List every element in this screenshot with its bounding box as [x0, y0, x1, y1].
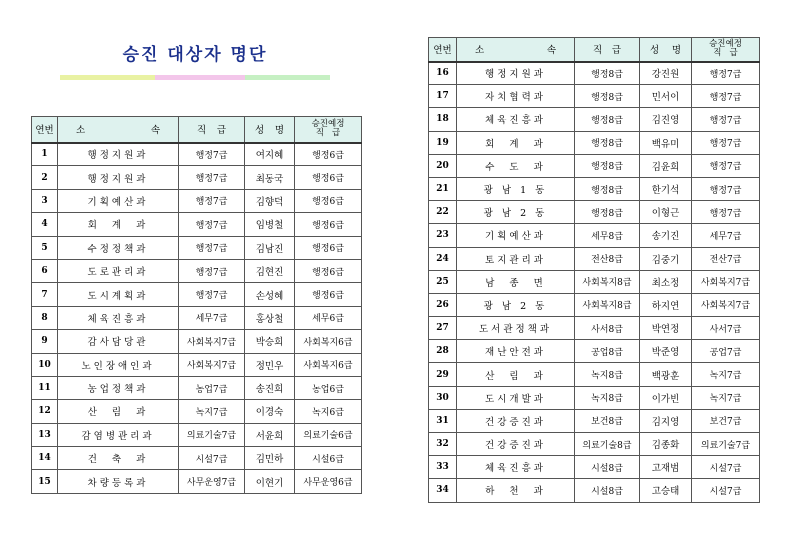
header-name: 성 명 — [640, 38, 692, 62]
target-grade: 의료기술7급 — [692, 433, 760, 456]
employee-name: 김현진 — [245, 259, 295, 282]
current-grade: 행정7급 — [179, 189, 245, 212]
title-underline-green — [245, 75, 330, 80]
title-underline-yellow — [60, 75, 155, 80]
table-row — [429, 62, 760, 85]
header-target-grade: 승진예정 직 급 — [295, 117, 362, 143]
current-grade: 시설8급 — [575, 479, 640, 502]
employee-name: 민서이 — [640, 85, 692, 108]
employee-name: 박준영 — [640, 340, 692, 363]
current-grade: 행정7급 — [179, 143, 245, 166]
department: 산 림 과 — [457, 363, 575, 386]
row-number: 23 — [429, 224, 457, 247]
row-number: 11 — [32, 376, 58, 399]
target-grade: 행정7급 — [692, 201, 760, 224]
current-grade: 녹지8급 — [575, 363, 640, 386]
department: 회 계 과 — [457, 131, 575, 154]
department: 체육진흥과 — [457, 456, 575, 479]
current-grade: 행정8급 — [575, 177, 640, 200]
table-row — [32, 330, 362, 353]
employee-name: 이경숙 — [245, 400, 295, 423]
header-grade: 직 급 — [575, 38, 640, 62]
table-row — [32, 166, 362, 189]
current-grade: 사회복지7급 — [179, 353, 245, 376]
employee-name: 김중기 — [640, 247, 692, 270]
target-grade: 전산7급 — [692, 247, 760, 270]
department: 건강증진과 — [457, 433, 575, 456]
row-number: 5 — [32, 236, 58, 259]
table-row — [429, 293, 760, 316]
department: 감사담당관 — [58, 330, 179, 353]
department: 광 남 2 동 — [457, 201, 575, 224]
row-number: 15 — [32, 470, 58, 493]
roster-table-right — [428, 37, 760, 503]
table-row — [429, 479, 760, 502]
row-number: 1 — [32, 143, 58, 166]
current-grade: 행정7급 — [179, 283, 245, 306]
target-grade: 행정7급 — [692, 154, 760, 177]
target-grade: 행정7급 — [692, 85, 760, 108]
table-row — [429, 317, 760, 340]
employee-name: 박승희 — [245, 330, 295, 353]
target-grade: 행정6급 — [295, 259, 362, 282]
current-grade: 시설7급 — [179, 447, 245, 470]
table-row — [429, 131, 760, 154]
target-grade: 행정7급 — [692, 177, 760, 200]
row-number: 28 — [429, 340, 457, 363]
target-grade: 행정6급 — [295, 143, 362, 166]
department: 광 남 1 동 — [457, 177, 575, 200]
row-number: 14 — [32, 447, 58, 470]
employee-name: 최소정 — [640, 270, 692, 293]
department: 토지관리과 — [457, 247, 575, 270]
row-number: 33 — [429, 456, 457, 479]
department: 체육진흥과 — [457, 108, 575, 131]
employee-name: 백광훈 — [640, 363, 692, 386]
page-title: 승진 대상자 명단 — [122, 45, 268, 65]
department: 광 남 2 동 — [457, 293, 575, 316]
employee-name: 김향덕 — [245, 189, 295, 212]
table-row — [32, 283, 362, 306]
row-number: 19 — [429, 131, 457, 154]
target-grade: 녹지6급 — [295, 400, 362, 423]
row-number: 8 — [32, 306, 58, 329]
table-row — [429, 154, 760, 177]
current-grade: 사회복지8급 — [575, 293, 640, 316]
current-grade: 시설8급 — [575, 456, 640, 479]
employee-name: 김윤희 — [640, 154, 692, 177]
employee-name: 고재범 — [640, 456, 692, 479]
table-row — [429, 433, 760, 456]
department: 도로관리과 — [58, 259, 179, 282]
target-grade: 세무6급 — [295, 306, 362, 329]
roster-body-right — [429, 62, 760, 503]
target-grade: 행정6급 — [295, 166, 362, 189]
current-grade: 녹지7급 — [179, 400, 245, 423]
row-number: 22 — [429, 201, 457, 224]
employee-name: 강진원 — [640, 62, 692, 85]
target-grade: 세무7급 — [692, 224, 760, 247]
row-number: 24 — [429, 247, 457, 270]
table-row — [32, 189, 362, 212]
header-no: 연번 — [429, 38, 457, 62]
department: 기획예산과 — [58, 189, 179, 212]
employee-name: 여지혜 — [245, 143, 295, 166]
current-grade: 사서8급 — [575, 317, 640, 340]
row-number: 2 — [32, 166, 58, 189]
row-number: 9 — [32, 330, 58, 353]
current-grade: 행정8급 — [575, 62, 640, 85]
target-grade: 행정7급 — [692, 108, 760, 131]
current-grade: 행정7급 — [179, 213, 245, 236]
table-row — [32, 470, 362, 493]
table-row — [429, 386, 760, 409]
target-grade: 사무운영6급 — [295, 470, 362, 493]
department: 남 종 면 — [457, 270, 575, 293]
target-grade: 행정7급 — [692, 131, 760, 154]
table-row — [32, 143, 362, 166]
department: 도시개발과 — [457, 386, 575, 409]
employee-name: 고승태 — [640, 479, 692, 502]
row-number: 3 — [32, 189, 58, 212]
row-number: 32 — [429, 433, 457, 456]
current-grade: 사무운영7급 — [179, 470, 245, 493]
department: 기획예산과 — [457, 224, 575, 247]
employee-name: 이가빈 — [640, 386, 692, 409]
target-grade: 시설7급 — [692, 479, 760, 502]
header-name: 성 명 — [245, 117, 295, 143]
row-number: 6 — [32, 259, 58, 282]
current-grade: 의료기술8급 — [575, 433, 640, 456]
current-grade: 사회복지7급 — [179, 330, 245, 353]
table-row — [429, 409, 760, 432]
table-row — [429, 247, 760, 270]
employee-name: 이현기 — [245, 470, 295, 493]
target-grade: 시설6급 — [295, 447, 362, 470]
department: 건강증진과 — [457, 409, 575, 432]
department: 도서관정책과 — [457, 317, 575, 340]
employee-name: 김진영 — [640, 108, 692, 131]
current-grade: 농업7급 — [179, 376, 245, 399]
employee-name: 홍상철 — [245, 306, 295, 329]
current-grade: 녹지8급 — [575, 386, 640, 409]
row-number: 31 — [429, 409, 457, 432]
target-grade: 녹지7급 — [692, 386, 760, 409]
employee-name: 김민하 — [245, 447, 295, 470]
table-row — [429, 177, 760, 200]
target-grade: 행정6급 — [295, 213, 362, 236]
current-grade: 행정8급 — [575, 154, 640, 177]
employee-name: 임병철 — [245, 213, 295, 236]
employee-name: 백유미 — [640, 131, 692, 154]
row-number: 12 — [32, 400, 58, 423]
target-grade: 녹지7급 — [692, 363, 760, 386]
row-number: 26 — [429, 293, 457, 316]
table-row — [32, 353, 362, 376]
table-row — [32, 306, 362, 329]
current-grade: 세무7급 — [179, 306, 245, 329]
target-grade: 보건7급 — [692, 409, 760, 432]
department: 자치협력과 — [457, 85, 575, 108]
current-grade: 행정7급 — [179, 236, 245, 259]
target-grade: 행정7급 — [692, 62, 760, 85]
target-grade: 사서7급 — [692, 317, 760, 340]
current-grade: 세무8급 — [575, 224, 640, 247]
department: 수 도 과 — [457, 154, 575, 177]
target-grade: 사회복지7급 — [692, 270, 760, 293]
employee-name: 서윤희 — [245, 423, 295, 446]
target-grade: 시설7급 — [692, 456, 760, 479]
employee-name: 김남진 — [245, 236, 295, 259]
table-row — [32, 447, 362, 470]
target-grade: 사회복지6급 — [295, 330, 362, 353]
table-row — [32, 376, 362, 399]
employee-name: 김지영 — [640, 409, 692, 432]
employee-name: 한기석 — [640, 177, 692, 200]
department: 산 림 과 — [58, 400, 179, 423]
row-number: 29 — [429, 363, 457, 386]
row-number: 4 — [32, 213, 58, 236]
department: 감염병관리과 — [58, 423, 179, 446]
target-grade: 사회복지7급 — [692, 293, 760, 316]
department: 건 축 과 — [58, 447, 179, 470]
table-row — [429, 363, 760, 386]
current-grade: 공업8급 — [575, 340, 640, 363]
target-grade: 행정6급 — [295, 283, 362, 306]
employee-name: 정민우 — [245, 353, 295, 376]
row-number: 17 — [429, 85, 457, 108]
row-number: 34 — [429, 479, 457, 502]
employee-name: 김종화 — [640, 433, 692, 456]
employee-name: 최동국 — [245, 166, 295, 189]
row-number: 30 — [429, 386, 457, 409]
row-number: 18 — [429, 108, 457, 131]
row-number: 27 — [429, 317, 457, 340]
row-number: 21 — [429, 177, 457, 200]
current-grade: 사회복지8급 — [575, 270, 640, 293]
department: 차량등록과 — [58, 470, 179, 493]
department: 회 계 과 — [58, 213, 179, 236]
table-row — [429, 270, 760, 293]
department: 행정지원과 — [58, 143, 179, 166]
target-grade: 농업6급 — [295, 376, 362, 399]
target-grade: 사회복지6급 — [295, 353, 362, 376]
table-row — [429, 224, 760, 247]
current-grade: 행정8급 — [575, 108, 640, 131]
department: 재난안전과 — [457, 340, 575, 363]
employee-name: 박연정 — [640, 317, 692, 340]
row-number: 20 — [429, 154, 457, 177]
department: 하 천 과 — [457, 479, 575, 502]
target-grade: 공업7급 — [692, 340, 760, 363]
department: 행정지원과 — [457, 62, 575, 85]
current-grade: 전산8급 — [575, 247, 640, 270]
roster-body-left — [32, 143, 362, 494]
department: 수정정책과 — [58, 236, 179, 259]
target-grade: 행정6급 — [295, 236, 362, 259]
table-row — [429, 85, 760, 108]
employee-name: 송진희 — [245, 376, 295, 399]
table-row — [429, 340, 760, 363]
row-number: 16 — [429, 62, 457, 85]
table-row — [429, 108, 760, 131]
table-row — [32, 213, 362, 236]
title-underline-pink — [155, 75, 245, 80]
row-number: 25 — [429, 270, 457, 293]
table-row — [32, 400, 362, 423]
table-row — [32, 236, 362, 259]
employee-name: 하지연 — [640, 293, 692, 316]
current-grade: 행정7급 — [179, 259, 245, 282]
current-grade: 행정8급 — [575, 131, 640, 154]
current-grade: 의료기술7급 — [179, 423, 245, 446]
row-number: 10 — [32, 353, 58, 376]
target-grade: 의료기술6급 — [295, 423, 362, 446]
department: 노인장애인과 — [58, 353, 179, 376]
roster-table-left — [31, 116, 362, 494]
row-number: 13 — [32, 423, 58, 446]
department: 행정지원과 — [58, 166, 179, 189]
table-row — [429, 201, 760, 224]
header-no: 연번 — [32, 117, 58, 143]
header-dept: 소 속 — [58, 117, 179, 143]
employee-name: 송기진 — [640, 224, 692, 247]
department: 도시계획과 — [58, 283, 179, 306]
department: 체육진흥과 — [58, 306, 179, 329]
current-grade: 행정8급 — [575, 201, 640, 224]
header-dept: 소 속 — [457, 38, 575, 62]
current-grade: 보건8급 — [575, 409, 640, 432]
department: 농업정책과 — [58, 376, 179, 399]
table-row — [429, 456, 760, 479]
current-grade: 행정7급 — [179, 166, 245, 189]
table-row — [32, 423, 362, 446]
row-number: 7 — [32, 283, 58, 306]
table-row — [32, 259, 362, 282]
current-grade: 행정8급 — [575, 85, 640, 108]
header-grade: 직 급 — [179, 117, 245, 143]
target-grade: 행정6급 — [295, 189, 362, 212]
header-target-grade: 승진예정 직 급 — [692, 38, 760, 62]
employee-name: 손성혜 — [245, 283, 295, 306]
employee-name: 이형근 — [640, 201, 692, 224]
